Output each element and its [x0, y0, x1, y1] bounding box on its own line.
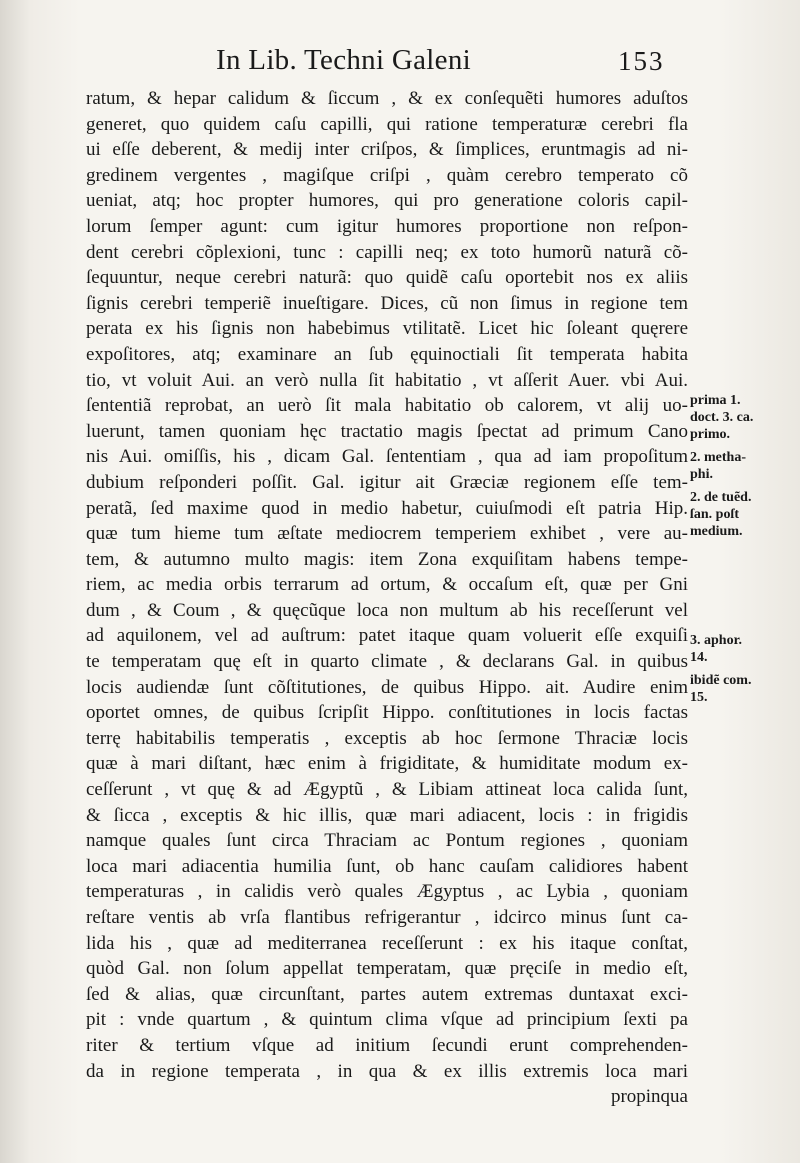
text-line: ui eſſe deberent, & medij inter criſpos, & ſimplices, eruntmagis ad ni-: [86, 139, 688, 161]
margin-notes: [690, 392, 800, 712]
text-line: ſed & alias, quæ circunſtant, partes autem extremas duntaxat exci-: [86, 983, 688, 1005]
text-line: dum , & Coum , & quęcũque loca non multum ab his receſſerunt vel: [86, 599, 688, 621]
text-line: gredinem vergentes , magiſque criſpi , quàm cerebro temperato cõ: [86, 164, 688, 186]
text-line: luerunt, tamen quoniam hęc tractatio magis ſpectat ad primum Cano: [86, 420, 688, 442]
text-line: nis Aui. omiſſis, his , dicam Gal. ſententiam , qua ad iam propoſitum: [86, 446, 688, 468]
margin-note-line: medium.: [690, 524, 743, 539]
text-line: locis audiendæ ſunt cõſtitutiones, de quibus Hippo. ait. Audire enim: [86, 676, 688, 698]
text-line: ratum, & hepar calidum & ſiccum , & ex conſequẽti humores aduſtos: [86, 88, 688, 109]
text-line: quæ à mari diſtant, hæc enim à frigiditate, & humiditate modum ex-: [86, 753, 688, 775]
text-line: propinqua: [610, 1086, 688, 1108]
text-line: reſtare ventis ab vrſa flantibus refrigerantur , idcirco minus ſunt ca-: [86, 907, 688, 928]
text-line: tem, & autumno multo magis: item Zona exquiſitam habens tempe-: [86, 548, 688, 570]
margin-note-line: ſan. poſt: [690, 507, 740, 522]
text-line: quòd Gal. non ſolum appellat temperatam, quæ pręciſe in medio eſt,: [86, 958, 688, 980]
margin-note-line: 14.: [690, 650, 708, 665]
text-line: ſententiã reprobat, an uerò ſit mala habitatio ob calorem, vt alij uo-: [86, 395, 688, 417]
margin-note-line: 2. de tuẽd.: [690, 490, 752, 505]
margin-note: [690, 632, 800, 666]
margin-note-line: prima 1.: [690, 393, 741, 408]
margin-note: [690, 392, 800, 443]
body-text: [86, 86, 688, 1110]
text-line: pit : vnde quartum , & quintum clima vſque ad principium ſexti pa: [86, 1009, 688, 1031]
page-number: 153: [618, 46, 665, 76]
text-line: dubium reſponderi poſſit. Gal. igitur ait Græciæ regionem eſſe tem-: [86, 471, 688, 493]
margin-note-line: ibidẽ com.: [690, 673, 752, 688]
text-line: oportet omnes, de quibus ſcripſit Hippo. conſtitutiones in locis factas: [86, 702, 688, 724]
text-line: ueniat, atq; hoc propter humores, qui pro generatione coloris capil-: [86, 190, 688, 212]
text-line: riter & tertium vſque ad initium ſecundi erunt comprehenden-: [86, 1034, 688, 1056]
text-line: tio, vt voluit Aui. an verò nulla ſit habitatio , vt aſſerit Auer. vbi Aui.: [86, 369, 688, 391]
text-line: te temperatam quę eſt in quarto climate , & declarans Gal. in quibus: [86, 651, 688, 673]
text-line: da in regione temperata , in qua & ex illis extremis loca mari: [86, 1060, 688, 1082]
margin-note-line: 15.: [690, 690, 708, 705]
text-line: dent cerebri cõplexioni, tunc : capilli neq; ex toto humorũ naturã cõ-: [86, 241, 688, 263]
text-line: lorum ſemper agunt: cum igitur humores proportione non reſpon-: [86, 215, 688, 237]
text-line: lida his , quæ ad mediterranea receſſerunt : ex his itaque conſtat,: [86, 932, 688, 954]
margin-note-line: phi.: [690, 467, 713, 482]
text-line: namque quales ſunt circa Thraciam ac Pontum regiones , quoniam: [86, 830, 688, 852]
text-line: terrę habitabilis temperatis , exceptis ab hoc ſermone Thraciæ locis: [86, 727, 688, 749]
text-line: quæ tum hieme tum æſtate mediocrem temperiem exhibet , vere au-: [86, 523, 688, 545]
text-line: generet, quo quidem caſu capilli, qui ratione temperaturæ cerebri fla: [86, 113, 688, 135]
text-line: perata ex his ſignis non habebimus vtilitatẽ. Licet hic ſoleant quęrere: [86, 318, 688, 340]
margin-note: [690, 489, 800, 540]
margin-note-line: 2. metha-: [690, 450, 746, 465]
text-line: ſignis cerebri temperiẽ inueſtigare. Dices, cũ non ſimus in regione tem: [86, 292, 688, 314]
text-line: riem, ac media orbis terrarum ad ortum, & occaſum eſt, quæ per Gni: [86, 574, 688, 596]
running-head: In Lib. Techni Galeni: [216, 44, 471, 76]
text-line: & ſicca , exceptis & hic illis, quæ mari adiacent, locis : in frigidis: [86, 804, 688, 826]
margin-note-line: 3. aphor.: [690, 633, 743, 648]
text-line: expoſitores, atq; examinare an ſub ęquinoctiali ſit temperata habita: [86, 343, 688, 365]
text-line: loca mari adiacentia humilia ſunt, ob hanc cauſam calidiores habent: [86, 855, 688, 877]
text-line: ceſſerunt , vt quę & ad Ægyptũ , & Libiam attineat loca calida ſunt,: [86, 779, 688, 801]
margin-note: [690, 672, 800, 706]
margin-note-line: doct. 3. ca.: [690, 410, 754, 425]
margin-note: [690, 449, 800, 483]
text-line: ſequuntur, neque cerebri naturã: quo quidẽ caſu oportebit nos ex aliis: [86, 267, 688, 289]
text-line: peratã, ſed maxime quod in medio habetur, cuiuſmodi eſt patria Hip.: [86, 497, 688, 519]
text-line: temperaturas , in calidis verò quales Ægyptus , ac Lybia , quoniam: [86, 881, 688, 903]
text-line: ad aquilonem, vel ad auſtrum: patet itaque quam voluerit eſſe exquiſi: [86, 625, 688, 647]
margin-note-line: primo.: [690, 427, 731, 442]
